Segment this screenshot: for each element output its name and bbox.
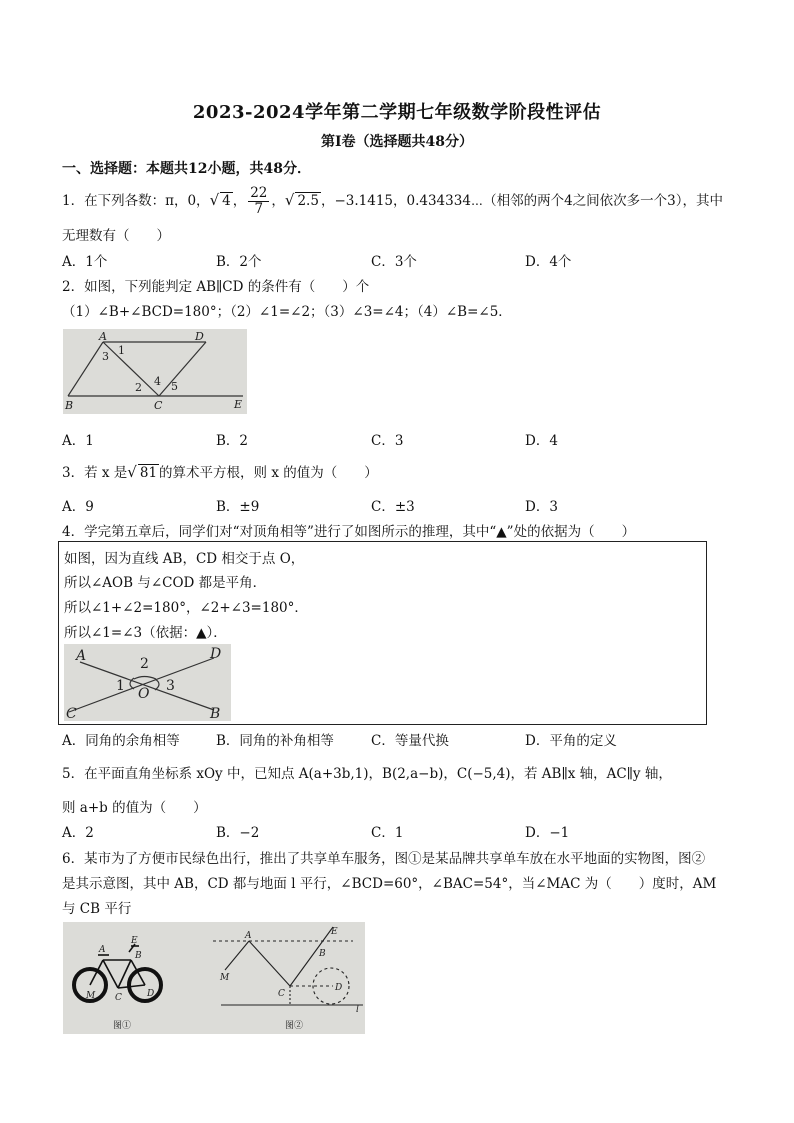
fig2-label-a: A: [245, 931, 252, 941]
q2-label-3: 3: [102, 350, 109, 363]
schematic-diagram: [213, 927, 363, 1005]
q2-line1: 2．如图，下列能判定 AB∥CD 的条件有（ ）个: [62, 279, 370, 295]
q2-label-4: 4: [154, 375, 161, 388]
question-1-stem: 1．在下列各数：π，0，√ 4 ， $\frac{22}{7}$ ，√ 2.5 ，−3.1415，0.434334⋯（相邻的两个4之间依次多一个3），其中: [62, 185, 723, 217]
page-title: 2023-2024学年第二学期七年级数学阶段性评估: [192, 102, 602, 123]
q2-label-c: C: [154, 399, 163, 412]
q3-option-a[interactable]: A．9: [62, 499, 94, 515]
q6-figures-svg: [63, 922, 365, 1034]
fig1-caption: 图①: [113, 1021, 132, 1031]
q1-option-c[interactable]: C．3个: [371, 254, 417, 270]
q5-option-b[interactable]: B．−2: [216, 825, 260, 841]
q1-option-d[interactable]: D．4个: [525, 254, 572, 270]
q4-label-1: 1: [116, 678, 125, 694]
fig1-label-e: E: [131, 936, 138, 946]
q2-label-5: 5: [171, 380, 178, 393]
fig1-label-m: M: [86, 991, 96, 1001]
q4-figure-svg: [64, 644, 231, 721]
q2-option-d[interactable]: D．4: [525, 433, 558, 449]
q3-option-b[interactable]: B．±9: [216, 499, 260, 515]
q1-lead: 1．在下列各数：π，0，: [62, 192, 210, 209]
q4-proof-line-2: 所以∠AOB 与∠COD 都是平角．: [64, 575, 267, 591]
q1-fraction: $\frac{22}{7}$: [250, 185, 268, 217]
q3-stem: 3．若 x 是√ 81 的算术平方根，则 x 的值为（ ）: [62, 463, 378, 481]
fig2-label-d: D: [335, 983, 343, 993]
fig1-label-b: B: [135, 951, 142, 961]
q6-line2: 是其示意图，其中 AB，CD 都与地面 l 平行，∠BCD=60°，∠BAC=54°，当∠MAC 为（ ）度时，AM: [62, 876, 717, 892]
q4-option-d[interactable]: D．平角的定义: [525, 733, 617, 749]
section-heading: 一、选择题：本题共12小题，共48分．: [62, 161, 311, 177]
q2-figure-svg: [63, 329, 247, 414]
fig1-label-a: A: [99, 945, 106, 955]
q4-label-2: 2: [140, 656, 149, 672]
q4-label-a: A: [76, 648, 87, 664]
q4-label-3: 3: [166, 678, 175, 694]
q4-proof-box: [58, 541, 707, 725]
q5-option-a[interactable]: A．2: [62, 825, 94, 841]
fig2-label-c: C: [278, 989, 285, 999]
q4-option-c[interactable]: C．等量代换: [371, 733, 449, 749]
q6-line1: 6．某市为了方便市民绿色出行，推出了共享单车服务，图①是某品牌共享单车放在水平地面的实物图，图②: [62, 851, 706, 867]
q4-proof-line-1: 如图，因为直线 AB，CD 相交于点 O，: [64, 551, 305, 567]
q2-option-c[interactable]: C．3: [371, 433, 404, 449]
q1-line2: 无理数有（ ）: [62, 228, 170, 244]
q2-figure: [63, 329, 247, 414]
q4-proof-line-3: 所以∠1+∠2=180°，∠2+∠3=180°．: [64, 600, 308, 616]
fig1-label-d: D: [147, 989, 155, 999]
q4-figure: [64, 644, 231, 721]
q1-rest: ，−3.1415，0.434334⋯（相邻的两个4之间依次多一个3），其中: [320, 192, 723, 209]
q2-label-b: B: [65, 399, 74, 412]
fig1-label-c: C: [115, 993, 122, 1003]
q1-option-b[interactable]: B．2个: [216, 254, 262, 270]
q5-option-d[interactable]: D．−1: [525, 825, 570, 841]
q2-label-1: 1: [118, 344, 125, 357]
q4-label-b: B: [210, 706, 221, 721]
fig2-label-e: E: [331, 927, 338, 937]
q3-option-d[interactable]: D．3: [525, 499, 558, 515]
q1-option-a[interactable]: A．1个: [62, 254, 108, 270]
q2-label-d: D: [195, 330, 204, 343]
fig2-label-m: M: [220, 973, 230, 983]
q4-label-d: D: [210, 646, 222, 662]
q5-line1: 5．在平面直角坐标系 xOy 中，已知点 A(a+3b,1)，B(2,a−b)，C(−5,4)，若 AB∥x 轴，AC∥y 轴，: [62, 766, 672, 782]
q3-option-c[interactable]: C．±3: [371, 499, 415, 515]
fig2-caption: 图②: [285, 1021, 304, 1031]
q4-proof-line-4: 所以∠1=∠3（依据：▲）．: [64, 625, 227, 641]
q4-option-a[interactable]: A．同角的余角相等: [62, 733, 180, 749]
q2-option-b[interactable]: B．2: [216, 433, 249, 449]
q2-label-2: 2: [135, 381, 142, 394]
q2-option-a[interactable]: A．1: [62, 433, 94, 449]
q4-label-c: C: [66, 706, 77, 721]
q6-line3: 与 CB 平行: [62, 901, 132, 917]
q2-line2: （1）∠B+∠BCD=180°；（2）∠1=∠2；（3）∠3=∠4；（4）∠B=∠5．: [62, 304, 512, 320]
q4-option-b[interactable]: B．同角的补角相等: [216, 733, 334, 749]
fig2-label-l: l: [356, 1005, 359, 1015]
page-subtitle: 第Ⅰ卷（选择题共48分）: [320, 134, 474, 150]
q2-label-a: A: [99, 330, 107, 343]
q4-label-o: O: [138, 686, 150, 702]
q5-option-c[interactable]: C．1: [371, 825, 404, 841]
fig2-label-b: B: [319, 949, 326, 959]
q1-sqrt4: 4: [222, 192, 231, 209]
q1-sqrt25: 2.5: [297, 192, 319, 209]
q2-label-e: E: [234, 398, 243, 411]
q5-line2: 则 a+b 的值为（ ）: [62, 800, 207, 816]
q4-stem: 4．学完第五章后，同学们对“对顶角相等”进行了如图所示的推理，其中“▲”处的依据为（ ）: [62, 524, 636, 540]
q6-figures: [63, 922, 365, 1034]
q3-sqrt81: 81: [139, 465, 158, 481]
